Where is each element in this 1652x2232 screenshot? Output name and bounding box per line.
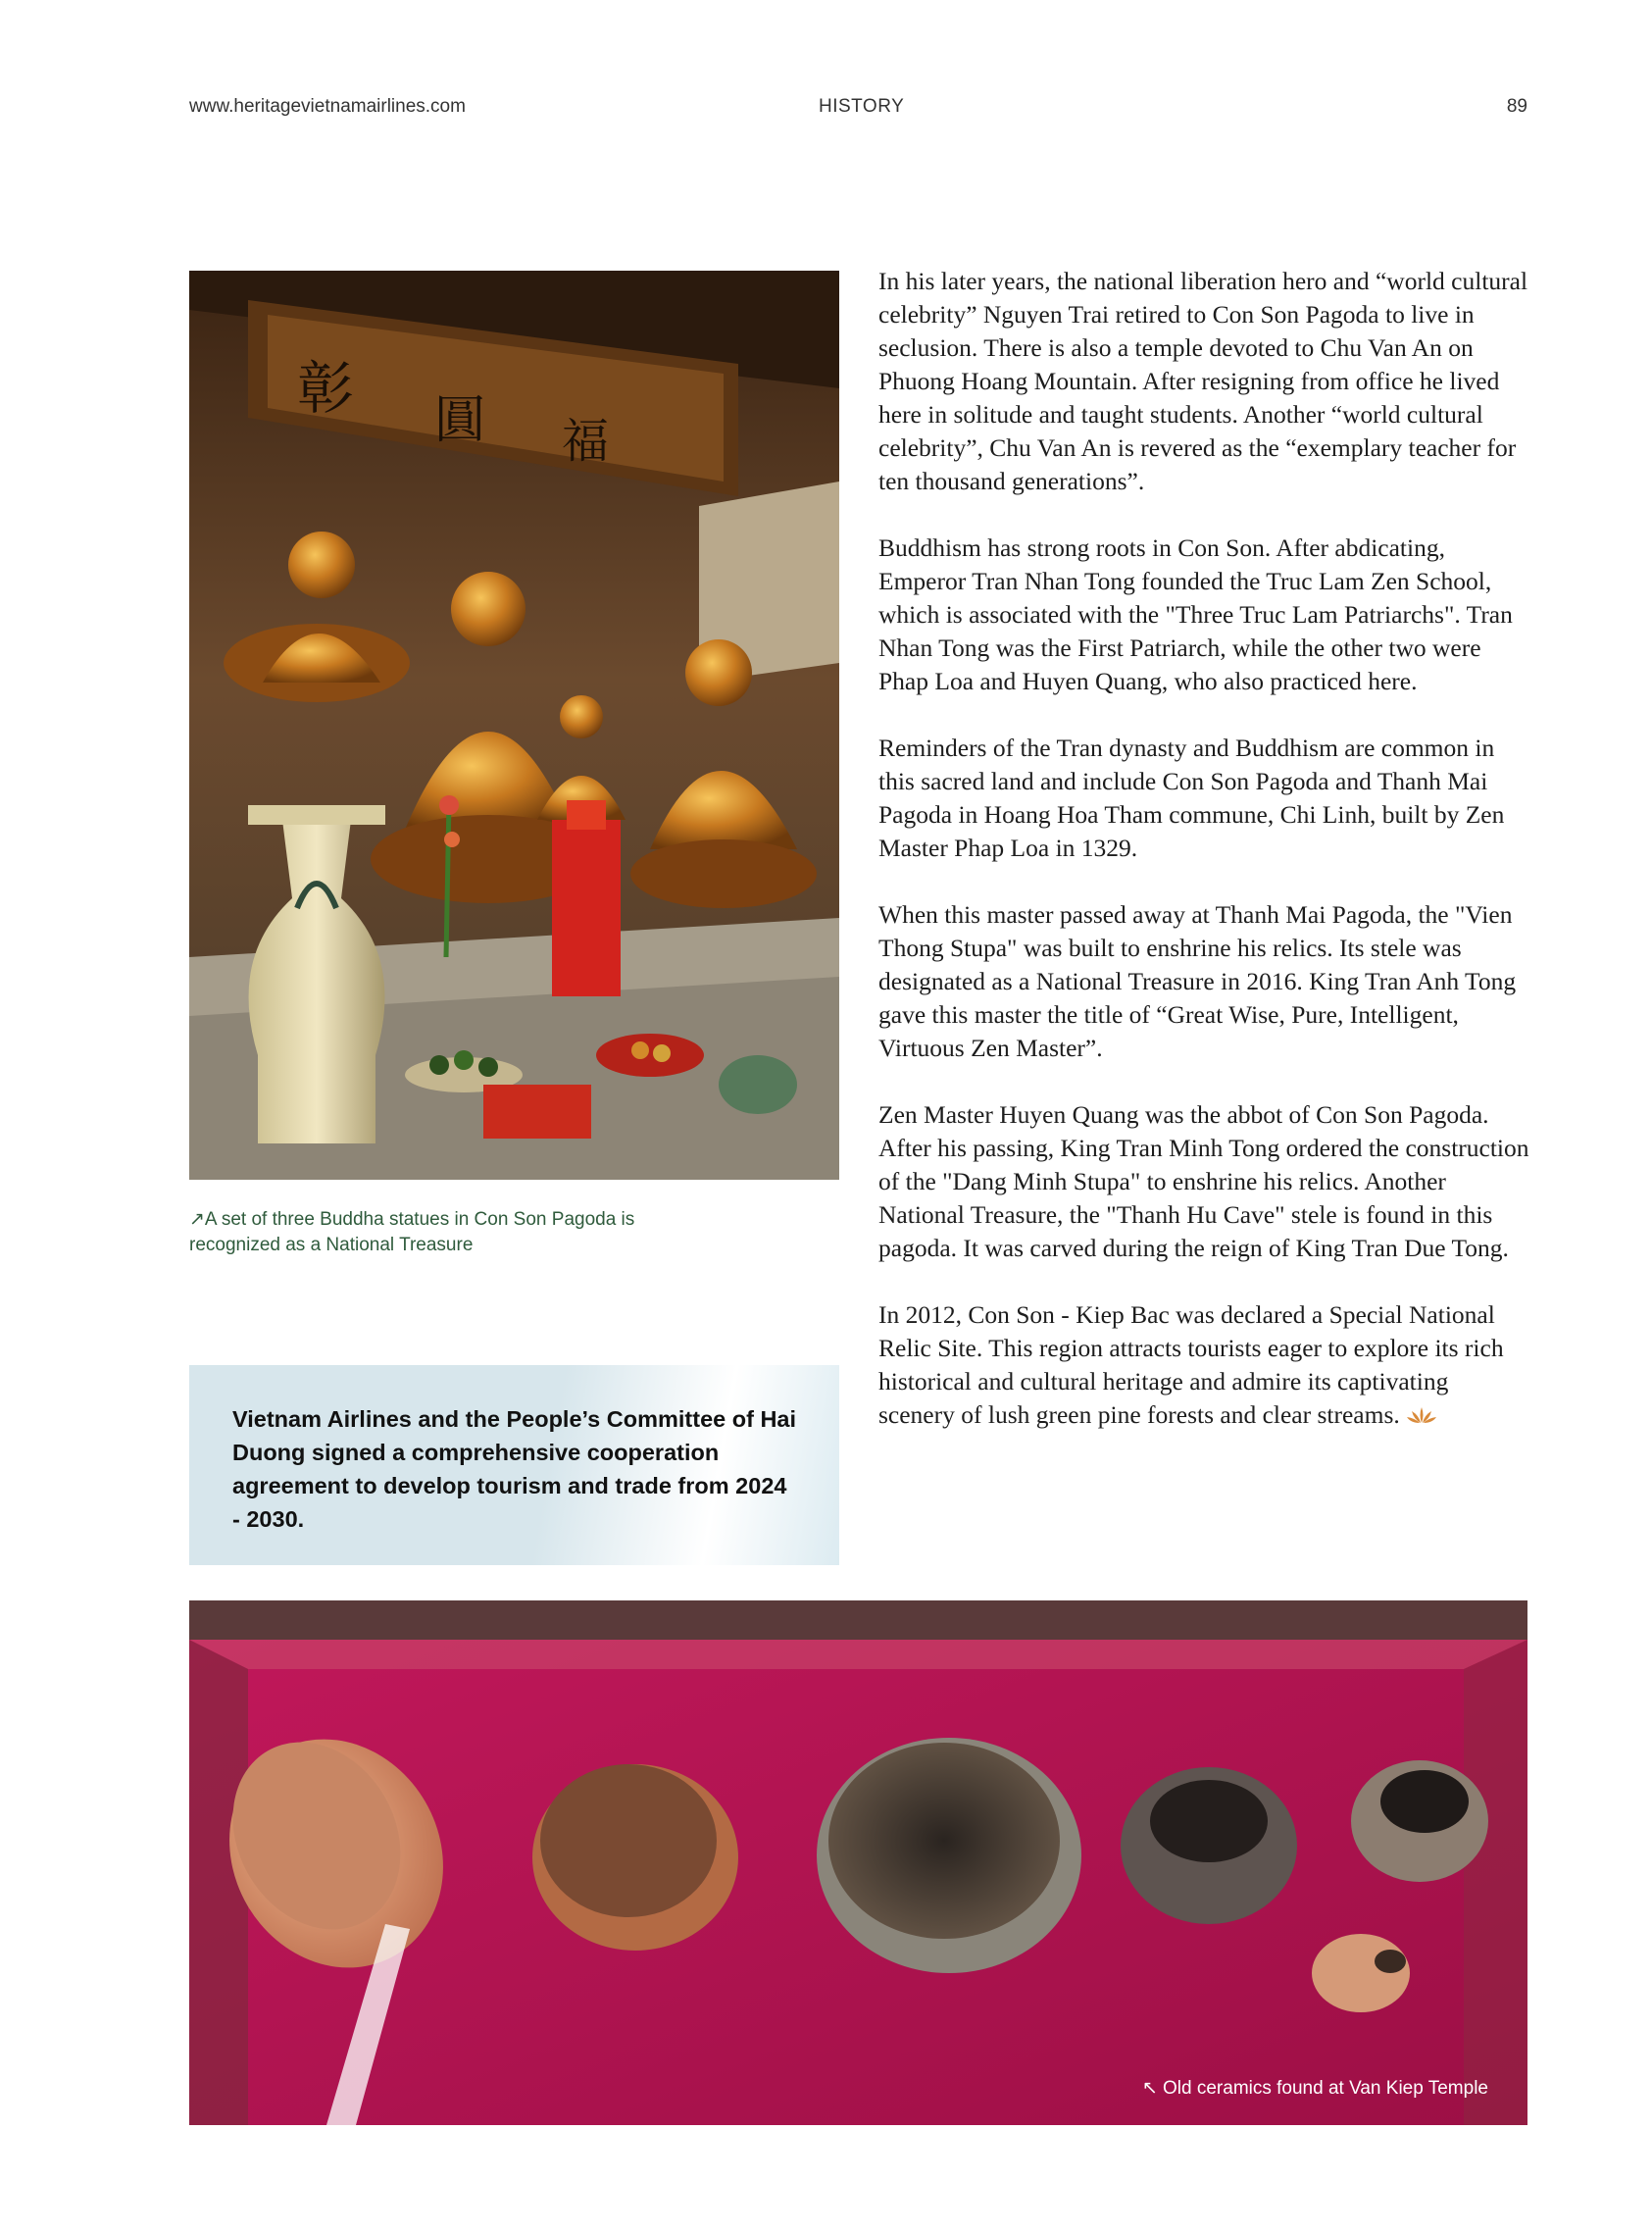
photo2-caption-text: Old ceramics found at Van Kiep Temple bbox=[1163, 2078, 1488, 2099]
ceramics-photo bbox=[189, 1600, 1527, 2125]
article-paragraph: Zen Master Huyen Quang was the abbot of Con Son Pagoda. After his passing, King Tran Minh Tong ordered the construction of the "Dang Minh Stupa" to enshrine his relics. Another National Treasure, the "Thanh Hu Cave" stele is found in this pagoda. It was carved during the reign of King Tran Due Tong. bbox=[878, 1100, 1529, 1262]
svg-text:福: 福 bbox=[562, 414, 610, 469]
svg-text:彰: 彰 bbox=[297, 355, 355, 422]
article-body bbox=[878, 265, 1530, 1465]
article-paragraph: Buddhism has strong roots in Con Son. After abdicating, Emperor Tran Nhan Tong founded the Truc Lam Zen School, which is associated with the "Three Truc Lam Patriarchs". Tran Nhan Tong was the First Patriarch, while the other two were Phap Loa and Huyen Quang, who also practiced here. bbox=[878, 533, 1513, 695]
photo1-caption-text: A set of three Buddha statues in Con Son Pagoda is recognized as a National Treasure bbox=[189, 1209, 635, 1255]
article-paragraph-text: In 2012, Con Son - Kiep Bac was declared a Special National Relic Site. This region attracts tourists eager to explore its rich historical and cultural heritage and admire its captivating scenery of lush green pine forests and clear streams. bbox=[878, 1300, 1504, 1429]
article-paragraph-last bbox=[878, 1298, 1530, 1432]
buddha-statues-photo bbox=[189, 271, 839, 1180]
photo2-caption bbox=[1142, 2077, 1488, 2100]
callout-text: Vietnam Airlines and the People’s Committee of Hai Duong signed a comprehensive cooperation agreement to develop tourism and trade from 2024 - 2030. bbox=[232, 1406, 797, 1532]
article-paragraph: Reminders of the Tran dynasty and Buddhism are common in this sacred land and include Con Son Pagoda and Thanh Mai Pagoda in Hoang Hoa Tham commune, Chi Linh, built by Zen Master Phap Loa in 1329. bbox=[878, 734, 1505, 862]
page-number: 89 bbox=[1506, 96, 1527, 117]
svg-text:圓: 圓 bbox=[434, 391, 486, 450]
caption-arrow-icon: ↖ bbox=[1141, 2078, 1158, 2099]
caption-arrow-icon: ↗ bbox=[189, 1209, 205, 1230]
article-paragraph: When this master passed away at Thanh Mai Pagoda, the "Vien Thong Stupa" was built to enshrine his relics. Its stele was designated as a National Treasure in 2016. King Tran Anh Tong gave this master the title of “Great Wise, Pure, Intelligent, Virtuous Zen Master”. bbox=[878, 900, 1517, 1062]
site-url[interactable]: www.heritagevietnamairlines.com bbox=[189, 96, 466, 117]
article-paragraph: In his later years, the national liberation hero and “world cultural celebrity” Nguyen Trai retired to Con Son Pagoda to live in seclusion. There is also a temple devoted to Chu Van An on Phuong Hoang Mountain. After resigning from office he lived here in solitude and taught students. Another “world cultural celebrity”, Chu Van An is revered as the “exemplary teacher for ten thousand generations”. bbox=[878, 267, 1528, 495]
page-header bbox=[189, 96, 1527, 120]
photo1-caption bbox=[189, 1207, 650, 1258]
section-title: HISTORY bbox=[819, 96, 905, 117]
callout-box bbox=[189, 1365, 839, 1565]
lotus-icon bbox=[1406, 1405, 1437, 1425]
